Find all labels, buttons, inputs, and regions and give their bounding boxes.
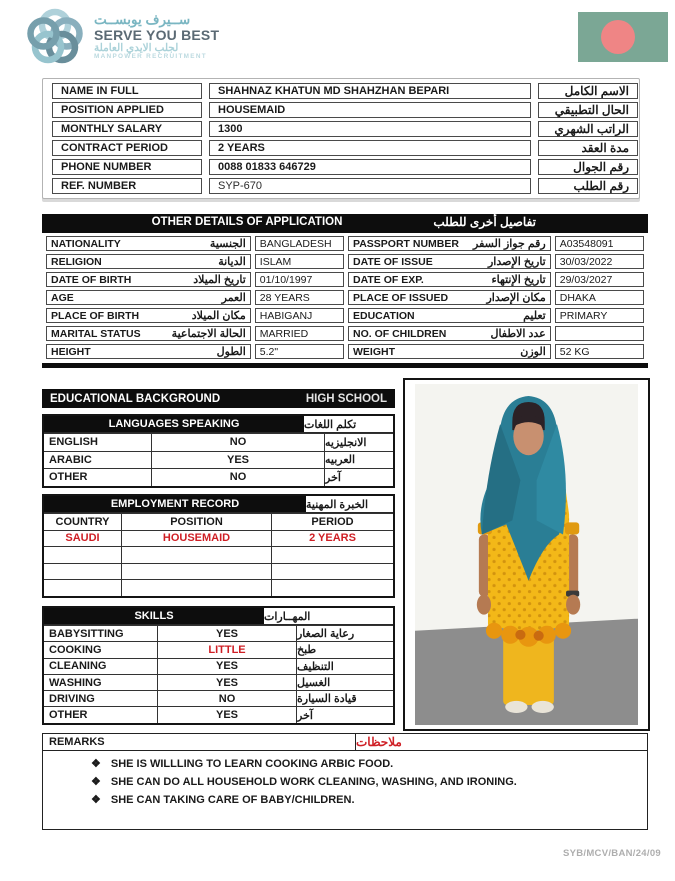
field-label: REF. NUMBER: [52, 178, 202, 194]
applicant-photo-frame: [403, 378, 650, 731]
language-label: OTHER: [44, 469, 152, 486]
skill-arabic: رعاية الصغار: [297, 628, 355, 641]
field-value: SHAHNAZ KHATUN MD SHAHZHAN BEPARI: [209, 83, 531, 99]
section-title: OTHER DETAILS OF APPLICATION: [151, 216, 343, 228]
employment-column-headers: [44, 513, 393, 530]
field-label-arabic: الراتب الشهري: [538, 121, 638, 137]
language-label: ENGLISH: [44, 434, 152, 451]
field-value: 30/03/2022: [555, 254, 644, 269]
diamond-bullet-icon: ❖: [91, 794, 101, 806]
field-label-arabic: تاريخ الميلاد: [193, 274, 246, 286]
field-label: DATE OF ISSUE: [352, 255, 433, 268]
field-label: DATE OF BIRTH: [51, 273, 132, 286]
table-row: [52, 102, 638, 118]
field-value: ISLAM: [255, 254, 344, 269]
skills-table: [42, 606, 395, 725]
field-label-arabic: تعليم: [523, 310, 546, 322]
languages-table: [42, 414, 395, 488]
skill-value: YES: [158, 707, 297, 722]
language-arabic: آخر: [325, 471, 341, 484]
field-label-arabic: الوزن: [520, 346, 546, 358]
field-label: RELIGION: [51, 255, 102, 268]
education-value: HIGH SCHOOL: [305, 392, 387, 405]
field-label: DATE OF EXP.: [352, 273, 424, 286]
logo-arabic-subtitle: لجلب الايدي العاملة: [94, 41, 179, 54]
remarks-section: [42, 733, 648, 830]
column-header: PERIOD: [311, 515, 354, 528]
table-row: [44, 451, 393, 469]
section-divider: [42, 363, 648, 368]
document-reference-code: SYB/MCV/BAN/24/09: [562, 848, 661, 859]
skill-value: YES: [158, 659, 297, 674]
field-value: 1300: [209, 121, 531, 137]
field-label-arabic: تاريخ الإنتهاء: [491, 274, 546, 286]
field-value: 29/03/2027: [555, 272, 644, 287]
field-label-arabic: مدة العقد: [538, 140, 638, 156]
table-row: [46, 308, 644, 323]
skill-value: LITTLE: [158, 642, 297, 657]
field-label: PLACE OF ISSUED: [352, 291, 449, 304]
field-value: HABIGANJ: [255, 308, 344, 323]
knot-logo-icon: [24, 6, 86, 68]
skill-label: BABYSITTING: [44, 626, 158, 641]
employment-country: SAUDI: [44, 531, 122, 547]
column-header: COUNTRY: [44, 514, 122, 530]
skill-value: YES: [158, 626, 297, 641]
field-label-arabic: الديانة: [218, 256, 246, 268]
skill-value: YES: [158, 675, 297, 690]
flag-circle: [601, 20, 635, 54]
skill-arabic: التنظيف: [297, 660, 334, 673]
logo-arabic-title: ســيرف يوبســت: [94, 12, 191, 28]
language-value: NO: [152, 469, 325, 486]
section-title-arabic: تفاصيل أخرى للطلب: [433, 215, 536, 229]
field-label: MARITAL STATUS: [51, 327, 141, 340]
employment-empty-row: [44, 579, 393, 596]
field-label-arabic: الطول: [216, 346, 246, 358]
remark-item: [91, 757, 647, 770]
table-row: [44, 706, 393, 722]
section-title: REMARKS: [43, 734, 356, 750]
field-label-arabic: رقم جواز السفر: [473, 238, 546, 250]
field-value: 28 YEARS: [255, 290, 344, 305]
field-label-arabic: مكان الإصدار: [486, 292, 546, 304]
field-label-arabic: الجنسية: [209, 238, 246, 250]
table-row: [52, 140, 638, 156]
section-title-arabic: ملاحظات: [356, 735, 402, 749]
educational-background-bar: [42, 389, 395, 408]
remark-item: [91, 793, 647, 806]
skill-arabic: آخر: [297, 709, 313, 722]
field-value: PRIMARY: [555, 308, 644, 323]
field-label: MONTHLY SALARY: [52, 121, 202, 137]
field-label: NO. OF CHILDREN: [352, 327, 447, 340]
skill-arabic: طبخ: [297, 644, 317, 657]
table-row: [46, 236, 644, 251]
field-value: 01/10/1997: [255, 272, 344, 287]
skill-label: COOKING: [44, 642, 158, 657]
skill-arabic: الغسيل: [297, 677, 331, 690]
skills-header: [44, 608, 393, 625]
field-label: PASSPORT NUMBER: [352, 237, 459, 250]
table-row: [44, 674, 393, 690]
field-label: NAME IN FULL: [52, 83, 202, 99]
remark-text: SHE CAN DO ALL HOUSEHOLD WORK CLEANING, WASHING, AND IRONING.: [110, 776, 517, 788]
table-row: [44, 433, 393, 451]
table-row: [52, 178, 638, 194]
section-title: LANGUAGES SPEAKING: [44, 416, 304, 432]
employment-empty-row: [44, 546, 393, 563]
remarks-header: [42, 733, 648, 751]
table-row: [46, 254, 644, 269]
table-row: [44, 468, 393, 486]
field-value: 2 YEARS: [209, 140, 531, 156]
field-value: HOUSEMAID: [209, 102, 531, 118]
table-row: [46, 290, 644, 305]
field-label: POSITION APPLIED: [52, 102, 202, 118]
field-value: MARRIED: [255, 326, 344, 341]
field-label-arabic: رقم الجوال: [538, 159, 638, 175]
field-label: CONTRACT PERIOD: [52, 140, 202, 156]
skill-arabic: قيادة السيارة: [297, 693, 357, 706]
table-row: [52, 121, 638, 137]
field-value: SYP-670: [209, 178, 531, 194]
field-label-arabic: الاسم الكامل: [538, 83, 638, 99]
table-row: [44, 658, 393, 674]
section-title: EMPLOYMENT RECORD: [44, 496, 306, 512]
other-details-header: [42, 214, 648, 233]
table-row: [52, 159, 638, 175]
table-row: [44, 641, 393, 657]
field-label-arabic: رقم الطلب: [538, 178, 638, 194]
other-details-table: [42, 214, 648, 368]
remark-text: SHE IS WILLLING TO LEARN COOKING ARBIC FOOD.: [110, 758, 394, 770]
language-arabic: الانجليزيه: [325, 436, 367, 449]
languages-header: [44, 416, 393, 433]
field-value: BANGLADESH: [255, 236, 344, 251]
remark-item: [91, 775, 647, 788]
skill-value: NO: [158, 691, 297, 706]
logo-title: SERVE YOU BEST: [94, 26, 220, 43]
field-label: AGE: [51, 291, 74, 304]
section-title-arabic: تكلم اللغات: [304, 418, 357, 431]
employment-header: [44, 496, 393, 513]
table-row: [52, 83, 638, 99]
logo-subtitle: MANPOWER RECRUITMENT: [94, 53, 207, 61]
field-label-arabic: العمر: [221, 292, 246, 304]
table-row: [46, 344, 644, 359]
column-header: POSITION: [122, 514, 272, 530]
table-row: [46, 272, 644, 287]
field-value: A03548091: [555, 236, 644, 251]
applicant-photo: [415, 384, 638, 725]
field-label-arabic: مكان الميلاد: [191, 310, 246, 322]
field-value: [555, 326, 644, 341]
field-label-arabic: الحالة الاجتماعية: [171, 328, 246, 340]
agency-logo: [24, 6, 219, 68]
section-title: EDUCATIONAL BACKGROUND: [50, 392, 221, 405]
employment-position: HOUSEMAID: [122, 531, 272, 547]
skill-label: CLEANING: [44, 659, 158, 674]
language-value: NO: [152, 434, 325, 451]
field-value: 0088 01833 646729: [209, 159, 531, 175]
field-label-arabic: تاريخ الإصدار: [487, 256, 546, 268]
diamond-bullet-icon: ❖: [91, 758, 101, 770]
field-label: WEIGHT: [352, 345, 395, 358]
skill-label: WASHING: [44, 675, 158, 690]
employment-record-row: [44, 530, 393, 547]
field-value: DHAKA: [555, 290, 644, 305]
field-label: EDUCATION: [352, 309, 415, 322]
field-label-arabic: عدد الاطفال: [490, 328, 546, 340]
table-row: [46, 326, 644, 341]
remark-text: SHE CAN TAKING CARE OF BABY/CHILDREN.: [110, 794, 355, 806]
skill-label: DRIVING: [44, 691, 158, 706]
language-label: ARABIC: [44, 452, 152, 469]
employment-empty-row: [44, 563, 393, 580]
personal-info-table: [42, 78, 640, 199]
field-value: 52 KG: [555, 344, 644, 359]
field-label: PLACE OF BIRTH: [51, 309, 140, 322]
remarks-body: [42, 751, 648, 830]
diamond-bullet-icon: ❖: [91, 776, 101, 788]
skill-label: OTHER: [44, 707, 158, 722]
field-label: PHONE NUMBER: [52, 159, 202, 175]
field-label: NATIONALITY: [51, 237, 121, 250]
field-label-arabic: الحال التطبيقي: [538, 102, 638, 118]
language-arabic: العربيه: [325, 454, 356, 467]
field-label: HEIGHT: [51, 345, 91, 358]
section-title-arabic: الخبرة المهنية: [306, 498, 369, 511]
table-row: [44, 690, 393, 706]
employment-record-table: [42, 494, 395, 598]
section-title-arabic: المهــارات: [264, 610, 311, 623]
field-value: 5.2": [255, 344, 344, 359]
bangladesh-flag: [578, 12, 668, 62]
employment-period: 2 YEARS: [309, 532, 356, 545]
language-value: YES: [152, 452, 325, 469]
section-title: SKILLS: [44, 608, 264, 624]
table-row: [44, 625, 393, 641]
